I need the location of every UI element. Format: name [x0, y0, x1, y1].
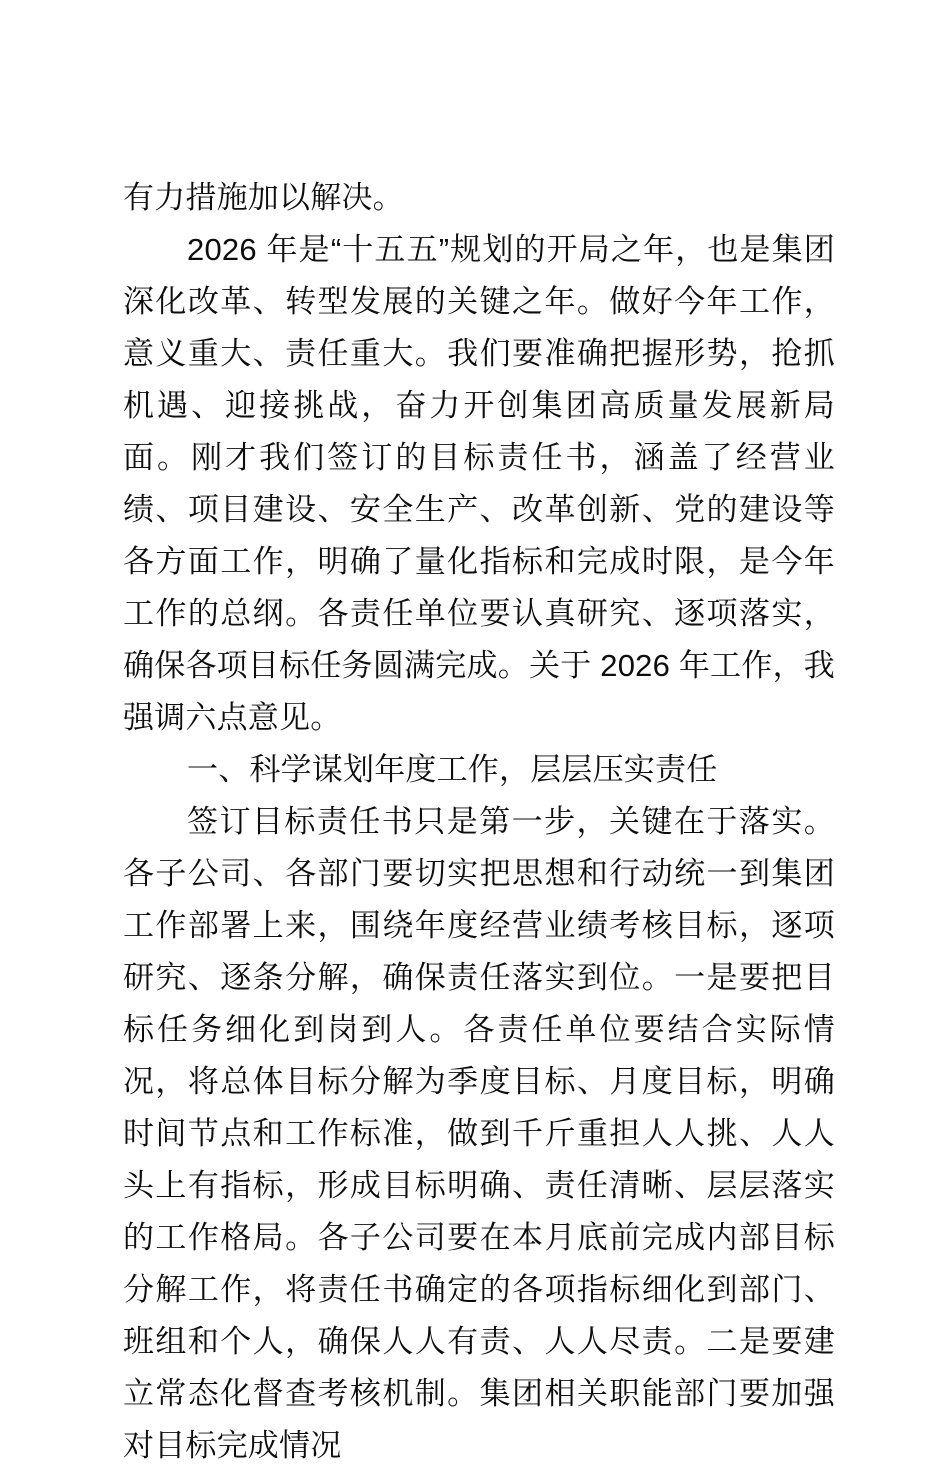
heading-section-one: 一、科学谋划年度工作，层层压实责任	[187, 752, 718, 787]
document-body	[123, 172, 835, 1472]
paragraph-section-one-body: 签订目标责任书只是第一步，关键在于落实。各子公司、各部门要切实把思想和行动统一到集团工作部署上来，围绕年度经营业绩考核目标，逐项研究、逐条分解，确保责任落实到位。一是要把目标任务细化到岗到人。各责任单位要结合实际情况，将总体目标分解为季度目标、月度目标，明确时间节点和工作标准，做到千斤重担人人挑、人人头上有指标，形成目标明确、责任清晰、层层落实的工作格局。各子公司要在本月底前完成内部目标分解工作，将责任书确定的各项指标细化到部门、班组和个人，确保人人有责、人人尽责。二是要建立常态化督查考核机制。集团相关职能部门要加强对目标完成情况	[123, 804, 835, 1463]
paragraph-2026-overview: 2026 年是“十五五”规划的开局之年，也是集团深化改革、转型发展的关键之年。做好今年工作，意义重大、责任重大。我们要准确把握形势，抢抓机遇、迎接挑战，奋力开创集团高质量发展新局面。刚才我们签订的目标责任书，涵盖了经营业绩、项目建设、安全生产、改革创新、党的建设等各方面工作，明确了量化指标和完成时限，是今年工作的总纲。各责任单位要认真研究、逐项落实，确保各项目标任务圆满完成。关于 2026 年工作，我强调六点意见。	[123, 232, 835, 735]
paragraph-continued: 有力措施加以解决。	[123, 180, 404, 215]
